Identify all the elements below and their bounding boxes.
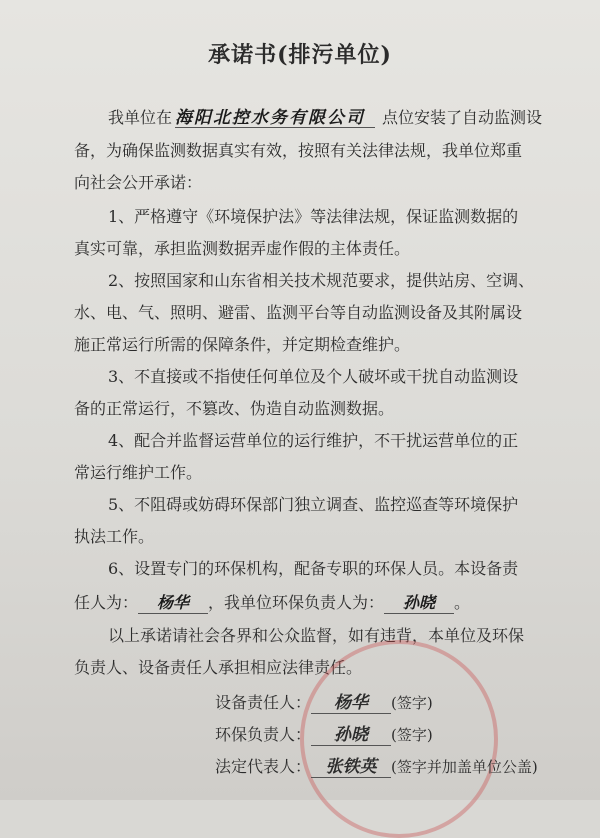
item-4-line-2: 常运行维护工作。 <box>74 463 203 482</box>
env-manager-handwritten: 孙晓 <box>384 590 454 614</box>
intro-suffix: 点位安装了自动监测设 <box>382 108 543 127</box>
item-2-line-1: 2、按照国家和山东省相关技术规范要求，提供站房、空调、 <box>108 271 535 290</box>
item-2-line-3: 施正常运行所需的保障条件，并定期检查维护。 <box>74 335 411 354</box>
item-6-line-1: 6、设置专门的环保机构，配备专职的环保人员。本设备责 <box>108 559 519 578</box>
signature-handwritten: 张铁英 <box>311 752 391 778</box>
document-title: 承诺书(排污单位) <box>208 42 392 68</box>
item-6-line-2 <box>74 590 470 614</box>
item-5-line-1: 5、不阻碍或妨碍环保部门独立调查、监控巡查等环境保护 <box>108 495 519 514</box>
signature-equipment-person <box>215 688 433 714</box>
item-5-line-2: 执法工作。 <box>74 527 155 546</box>
intro-line3: 向社会公开承诺： <box>74 173 203 192</box>
signature-note: (签字) <box>391 694 433 712</box>
signature-note: (签字并加盖单位公盖) <box>391 758 538 776</box>
item-1-line-1: 1、严格遵守《环境保护法》等法律法规，保证监测数据的 <box>108 207 519 226</box>
item-6-middle: ，我单位环保负责人为： <box>208 593 385 612</box>
signature-handwritten: 杨华 <box>311 688 391 714</box>
closing-line-2: 负责人、设备责任人承担相应法律责任。 <box>74 658 363 677</box>
item-1-line-2: 真实可靠，承担监测数据弄虚作假的主体责任。 <box>74 239 411 258</box>
company-name-handwritten: 海阳北控水务有限公司 <box>175 108 365 128</box>
signature-label: 设备责任人： <box>215 693 312 712</box>
item-6-end: 。 <box>454 593 471 612</box>
signature-label: 法定代表人： <box>215 757 312 776</box>
item-3-line-2: 备的正常运行，不篡改、伪造自动监测数据。 <box>74 399 395 418</box>
item-3-line-1: 3、不直接或不指使任何单位及个人破坏或干扰自动监测设 <box>108 367 519 386</box>
closing-line-1: 以上承诺请社会各界和公众监督，如有违背，本单位及环保 <box>108 626 525 645</box>
intro-line2: 备，为确保监测数据真实有效，按照有关法律法规，我单位郑重 <box>74 141 523 160</box>
intro-prefix: 我单位在 <box>108 108 173 127</box>
company-name-field <box>175 103 375 128</box>
signature-handwritten: 孙晓 <box>311 720 391 746</box>
signature-env-manager <box>215 720 433 746</box>
equipment-person-handwritten: 杨华 <box>138 590 208 614</box>
signature-note: (签字) <box>391 726 433 744</box>
item-4-line-1: 4、配合并监督运营单位的运行维护，不干扰运营单位的正 <box>108 431 519 450</box>
item-2-line-2: 水、电、气、照明、避雷、监测平台等自动监测设备及其附属设 <box>74 303 523 322</box>
item-6-prefix: 任人为： <box>74 593 139 612</box>
signature-label: 环保负责人： <box>215 725 312 744</box>
signature-legal-rep <box>215 752 538 778</box>
